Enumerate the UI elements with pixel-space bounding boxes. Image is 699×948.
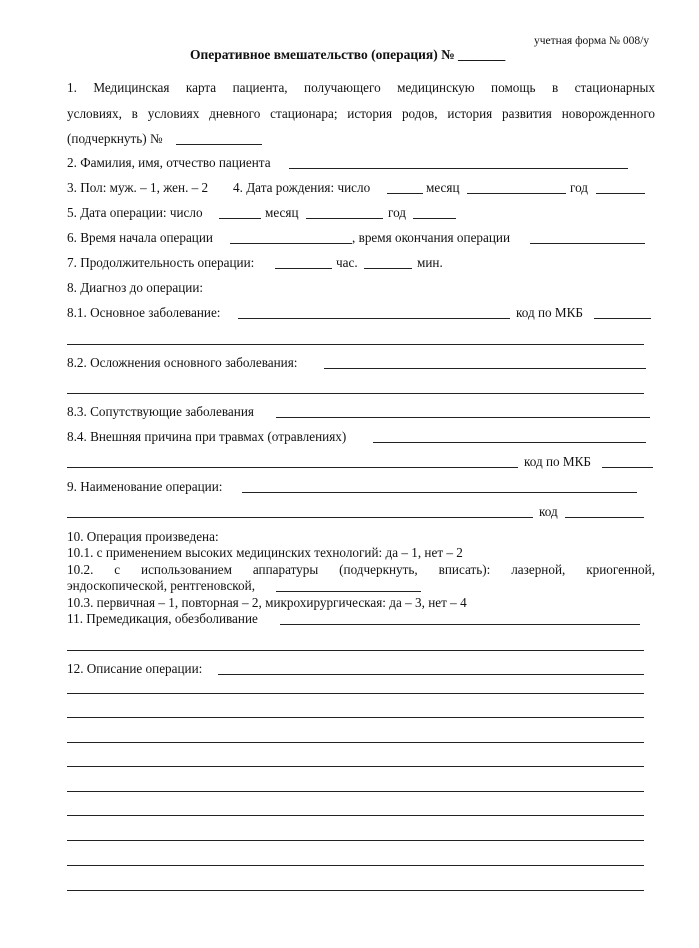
description-line[interactable] (67, 742, 644, 743)
main-disease-field[interactable] (238, 318, 510, 319)
duration-minutes-field[interactable] (364, 268, 412, 269)
birth-month-label: месяц (426, 180, 460, 195)
external-cause-continuation-line[interactable] (67, 467, 518, 468)
item-1-line-1: 1. Медицинская карта пациента, получающего медицинскую помощь в стационарных (67, 80, 655, 95)
operation-day-field[interactable] (219, 218, 261, 219)
item-1-line-2: условиях, в условиях дневного стационара; история родов, история развития новорожденного (67, 106, 655, 121)
icd-code-label: код по МКБ (516, 305, 583, 320)
end-time-field[interactable] (530, 243, 645, 244)
operation-name-field[interactable] (242, 492, 637, 493)
external-cause-icd-field[interactable] (602, 467, 653, 468)
description-line[interactable] (67, 840, 644, 841)
item-10-label: 10. Операция произведена: (67, 529, 219, 544)
birth-year-field[interactable] (596, 193, 645, 194)
external-cause-icd-label: код по МКБ (524, 454, 591, 469)
operation-code-field[interactable] (565, 517, 644, 518)
premedication-field[interactable] (280, 624, 640, 625)
premedication-continuation-line[interactable] (67, 650, 644, 651)
operation-year-field[interactable] (413, 218, 456, 219)
item-6-label: 6. Время начала операции (67, 230, 213, 245)
item-8-4-label: 8.4. Внешняя причина при травмах (отравлениях) (67, 429, 347, 444)
description-line[interactable] (67, 815, 644, 816)
hours-label: час. (336, 255, 358, 270)
main-disease-continuation-line[interactable] (67, 344, 644, 345)
operation-month-field[interactable] (306, 218, 383, 219)
start-time-field[interactable] (230, 243, 352, 244)
page-title: Оперативное вмешательство (операция) № _______ (190, 47, 506, 62)
operation-code-label: код (539, 504, 558, 519)
comorbidities-field[interactable] (276, 417, 650, 418)
item-8-3-label: 8.3. Сопутствующие заболевания (67, 404, 254, 419)
item-2-label: 2. Фамилия, имя, отчество пациента (67, 155, 271, 170)
item-9-label: 9. Наименование операции: (67, 479, 223, 494)
equipment-field[interactable] (276, 591, 421, 592)
item-10-2-line-1: 10.2. с использованием аппаратуры (подчеркнуть, вписать): лазерной, криогенной, (67, 562, 655, 577)
operation-name-continuation-line[interactable] (67, 517, 533, 518)
item-3-sex-label: 3. Пол: муж. – 1, жен. – 2 (67, 180, 209, 195)
item-8-label: 8. Диагноз до операции: (67, 280, 204, 295)
birth-month-field[interactable] (467, 193, 566, 194)
item-7-label: 7. Продолжительность операции: (67, 255, 255, 270)
description-line[interactable] (67, 693, 644, 694)
duration-hours-field[interactable] (275, 268, 332, 269)
item-10-1-label: 10.1. с применением высоких медицинских технологий: да – 1, нет – 2 (67, 545, 463, 560)
description-line[interactable] (67, 717, 644, 718)
item-10-2-line-2: эндоскопической, рентгеновской, (67, 578, 255, 593)
item-11-label: 11. Премедикация, обезболивание (67, 611, 258, 626)
form-number: учетная форма № 008/у (534, 35, 650, 47)
item-1-line-3: (подчеркнуть) № (67, 131, 163, 146)
minutes-label: мин. (417, 255, 443, 270)
complications-continuation-line[interactable] (67, 393, 644, 394)
operation-description-field[interactable] (218, 674, 644, 675)
description-line[interactable] (67, 791, 644, 792)
item-8-1-label: 8.1. Основное заболевание: (67, 305, 221, 320)
description-line[interactable] (67, 766, 644, 767)
item-5-label: 5. Дата операции: число (67, 205, 203, 220)
end-time-label: , время окончания операции (352, 230, 511, 245)
description-line[interactable] (67, 865, 644, 866)
item-12-label: 12. Описание операции: (67, 661, 203, 676)
record-number-field[interactable] (176, 144, 262, 145)
item-4-birth-label: 4. Дата рождения: число (233, 180, 371, 195)
operation-month-label: месяц (265, 205, 299, 220)
birth-day-field[interactable] (387, 193, 423, 194)
description-line[interactable] (67, 890, 644, 891)
operation-year-label: год (388, 205, 407, 220)
patient-name-field[interactable] (289, 168, 628, 169)
birth-year-label: год (570, 180, 589, 195)
item-8-2-label: 8.2. Осложнения основного заболевания: (67, 355, 298, 370)
main-disease-icd-field[interactable] (594, 318, 651, 319)
item-10-3-label: 10.3. первичная – 1, повторная – 2, микрохирургическая: да – 3, нет – 4 (67, 595, 467, 610)
external-cause-field[interactable] (373, 442, 646, 443)
complications-field[interactable] (324, 368, 646, 369)
